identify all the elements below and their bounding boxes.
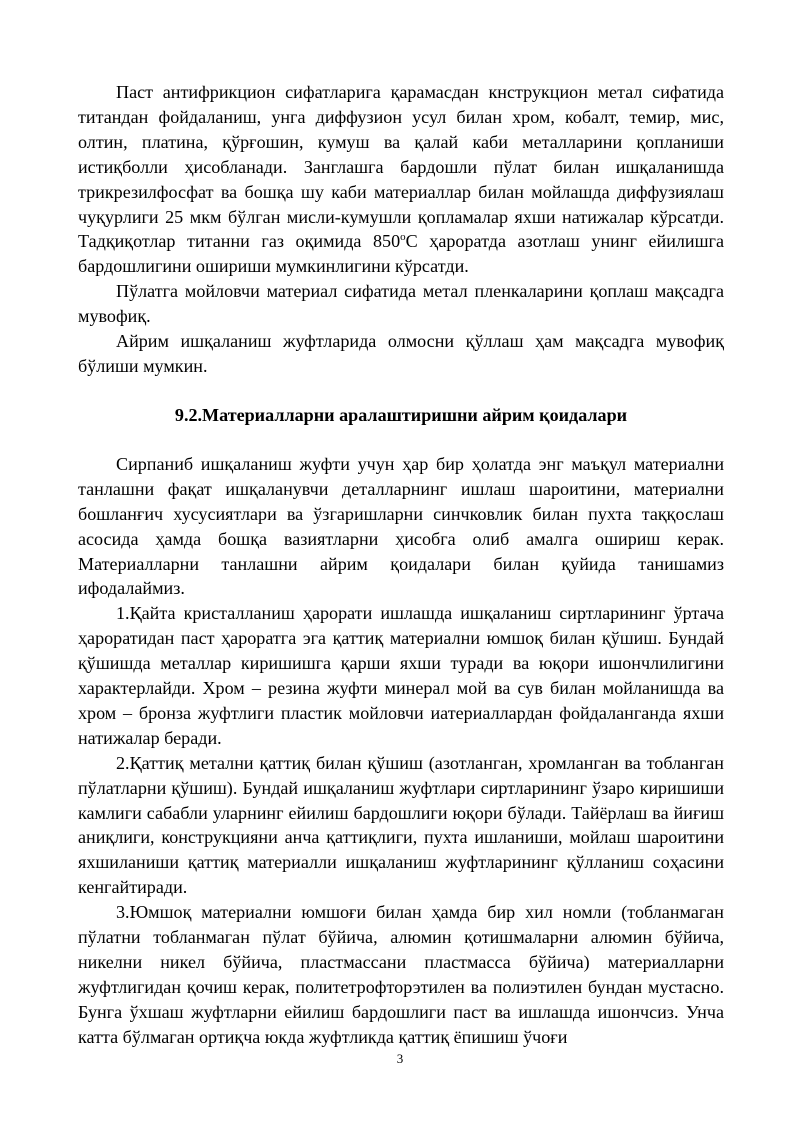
paragraph-material-selection: Сирпаниб ишқаланиш жуфти учун ҳар бир ҳолатда энг маъқул материални танлашни фақат ишқаланувчи деталларнинг ишлаш шароитини, материални бошланғич хусусиятлари ва ўзгаришларни синчковлик билан пухта таққослаш асосида ҳамда бошқа вазиятларни ҳисобга олиб амалга ошириш керак. Материалларни танлашни айрим қоидалари билан қуйида танишамиз ифодалаймиз. (78, 453, 724, 599)
paragraph-titanium-text-end: С ҳароратда азотлаш унинг ейилишга бардошлигини ошириши мумкинлигини кўрсатди. (78, 231, 724, 277)
section-heading: 9.2.Материалларни аралаштиришни айрим қоидалари (174, 404, 628, 425)
paragraph-rule-3: 3.Юмшоқ материални юмшоғи билан ҳамда бир хил номли (тобланмаган пўлатни тобланмаган пўлат бўйича, алюмин қотишмаларни алюмин бўйича, никелни никел бўйича, пластмассани пластмасса бўйича) материалларни жуфтлигидан қочиш керак, политетрофторэтилен ва полиэтилен бундан мустасно. Бунга ўхшаш жуфтларни ейилиш бардошлиги паст ва ишлашда ишончсиз. Унча катта бўлмаган ортиқча юкда жуфтликда қаттиқ ёпишиш ўчоғи (78, 902, 724, 1047)
paragraph-titanium-coatings (78, 80, 724, 279)
paragraph-steel-films: Пўлатга мойловчи материал сифатида метал пленкаларини қоплаш мақсадга мувофиқ. (78, 281, 724, 327)
paragraph-rule-2: 2.Қаттиқ метални қаттиқ билан қўшиш (азотланган, хромланган ва тобланган пўлатларни қўшиш). Бундай ишқаланиш жуфтлари сиртларининг ўзаро киришиши камлиги сабабли уларнинг ейилиш бардошлиги юқори бўлади. Тайёрлаш ва йиғиш аниқлиги, конструкцияни анча қаттиқлиги, пухта ишланиши, мойлаш шароитини яхшиланиши қаттиқ материалли ишқаланиш жуфтларининг қўлланиш соҳасини кенгайтиради. (78, 752, 724, 898)
paragraph-diamond: Айрим ишқаланиш жуфтларида олмосни қўллаш ҳам мақсадга мувофиқ бўлиши мумкин. (78, 331, 724, 376)
document-page (78, 80, 724, 1050)
paragraph-titanium-text: Паст антифрикцион сифатларига қарамасдан кнструкцион метал сифатида титандан фойдаланиш, унга диффузион усул билан хром, кобалт, темир, мис, олтин, платина, қўрғошин, кумуш ва қалай каби металларини қопланиши истиқболли ҳисобланади. Занглашга бардошли пўлат билан ишқаланишда трикрезилфосфат ва бошқа шу каби материаллар билан мойлашда диффузиялаш чуқурлиги 25 мкм бўлган мисли-кумушли қопламалар яхши натижалар кўрсатди. Тадқиқотлар титанни газ оқимида 850 (78, 82, 724, 252)
page-number: 3 (396, 1051, 404, 1066)
degree-superscript: о (400, 231, 406, 244)
paragraph-rule-1: 1.Қайта кристалланиш ҳарорати ишлашда ишқаланиш сиртларининг ўртача ҳароратидан паст ҳароратга эга қаттиқ материални юмшоқ билан қўшиш. Бундай қўшишда металлар киришишга қарши яхши туради ва юқори ишончлилигини характерлайди. Хром – резина жуфти минерал мой ва сув билан мойланишда ва хром – бронза жуфтлиги пластик мойловчи иатериаллардан фойдаланганда яхши натижалар беради. (78, 603, 724, 748)
